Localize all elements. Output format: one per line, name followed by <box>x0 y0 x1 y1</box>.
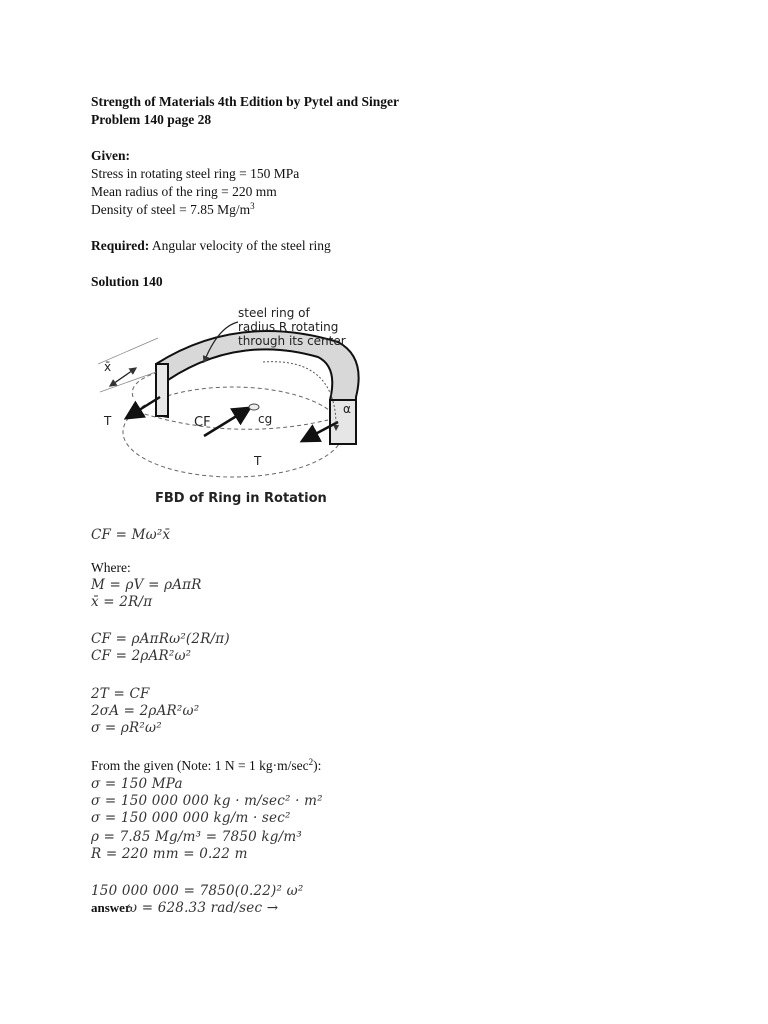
required-label: Required: <box>91 238 150 253</box>
answer-value: ω = 628.33 rad/sec → <box>126 900 279 916</box>
document-page <box>91 93 711 291</box>
required-text: Angular velocity of the steel ring <box>151 238 331 253</box>
given-heading: Given: <box>91 148 130 163</box>
tension-right-label: T <box>254 454 262 468</box>
equation-sigma: σ = ρR²ω² <box>91 720 162 736</box>
equation-final: 150 000 000 = 7850(0.22)² ω² <box>91 883 304 899</box>
angular-acceleration-label: α <box>343 402 351 416</box>
equation-cf-definition: CF = Mω²x̄ <box>91 527 171 543</box>
equation-density-value: ρ = 7.85 Mg/m³ = 7850 kg/m³ <box>91 829 302 845</box>
equation-sigma-value-2: σ = 150 000 000 kg · m/sec² · m² <box>91 793 323 809</box>
center-of-gravity-label: cg <box>258 412 273 426</box>
equation-xbar: x̄ = 2R/π <box>91 594 153 610</box>
equation-cf-substitution-2: CF = 2ρAR²ω² <box>91 648 192 664</box>
ring-annotation-line2: radius R rotating <box>238 320 339 334</box>
figure-caption: FBD of Ring in Rotation <box>155 491 327 506</box>
given-note <box>91 758 321 774</box>
given-density-exponent: 3 <box>250 201 255 211</box>
centrifugal-force-label: CF <box>194 415 211 430</box>
equation-stress-area: 2σA = 2ρAR²ω² <box>91 703 200 719</box>
tension-left-label: T <box>104 414 112 428</box>
equation-tension: 2T = CF <box>91 686 150 702</box>
ring-annotation-line1: steel ring of <box>238 306 310 320</box>
solution-heading: Solution 140 <box>91 274 163 289</box>
document-title: Strength of Materials 4th Edition by Pytel and Singer <box>91 94 400 109</box>
given-radius: Mean radius of the ring = 220 mm <box>91 184 277 199</box>
problem-reference: Problem 140 page 28 <box>91 112 212 127</box>
ring-annotation-line3: through its center <box>238 334 346 348</box>
answer-label: answer <box>91 900 131 915</box>
equation-radius-value: R = 220 mm = 0.22 m <box>91 846 248 862</box>
given-note-text: From the given (Note: 1 N = 1 kg·m/sec <box>91 758 309 773</box>
given-density-text: Density of steel = 7.85 Mg/m <box>91 202 251 217</box>
given-note-exponent: 2 <box>308 757 314 767</box>
equation-sigma-value-3: σ = 150 000 000 kg/m · sec² <box>91 810 291 826</box>
where-label: Where: <box>91 560 131 575</box>
given-density <box>91 201 711 219</box>
equation-cf-substitution-1: CF = ρAπRω²(2R/π) <box>91 631 230 647</box>
equation-sigma-value-1: σ = 150 MPa <box>91 776 183 792</box>
given-note-end: ): <box>313 758 322 773</box>
fbd-ring-figure <box>98 302 368 512</box>
given-stress: Stress in rotating steel ring = 150 MPa <box>91 166 300 181</box>
x-bar-label: x̄ <box>104 360 112 374</box>
required-line <box>91 237 711 255</box>
equation-mass: M = ρV = ρAπR <box>91 577 202 593</box>
